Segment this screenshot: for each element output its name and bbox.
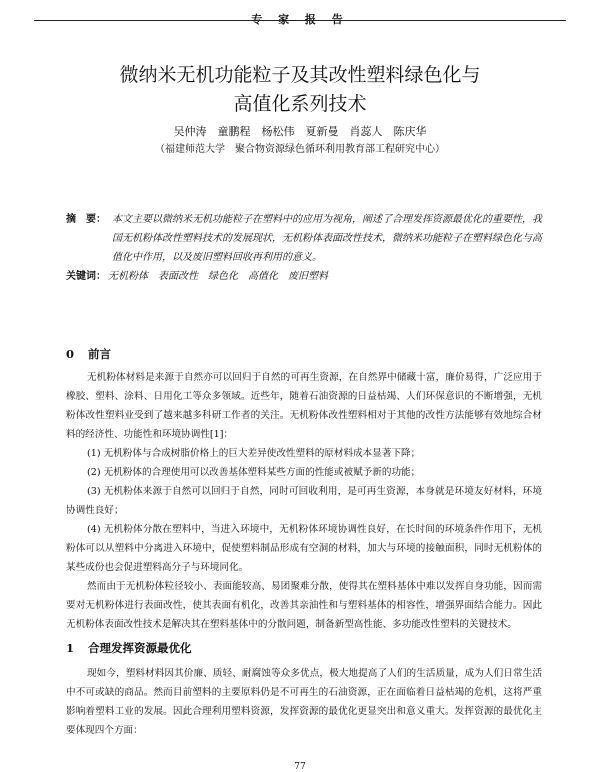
abstract-label: 摘 要： [66,214,106,225]
keywords-label: 关键词： [66,271,106,282]
paper-title-line-2: 高值化系列技术 [233,93,367,115]
abstract-text: 本文主要以微纳米无机功能粒子在塑料中的应用为视角，阐述了合理发挥资源最优化的重要性，我国无机粉体改性塑料技术的发展现状，无机粉体表面改性技术，微纳米功能粒子在塑料绿色化与高值化中作用，以及废旧塑料回收再利用的意义。 [112,214,542,263]
running-header [34,8,566,27]
abstract [66,210,542,267]
page-number: 77 [294,762,306,772]
paper-title-line-1: 微纳米无机功能粒子及其改性塑料绿色化与 [119,64,481,86]
section-title: 合理发挥资源最优化 [88,641,192,655]
section-title: 前言 [88,347,111,361]
section-heading-resource-optimization [66,640,192,656]
paragraph: 然而由于无机粉体粒径较小、表面能较高、易团聚难分散，使得其在塑料基体中难以发挥自身功能，因而需要对无机粉体进行表面改性，使其表面有机化，改善其亲油性和与塑料基体的相容性，增强界面结合能力。因此无机粉体表面改性技术是解决其在塑料基体中的分散问题，制备新型高性能、多功能改性塑料的关键技术。 [66,581,542,630]
affiliation: （福建师范大学 聚合物资源绿色循环利用教育部工程研究中心） [155,144,445,155]
introduction-body [66,368,542,634]
paragraph: (1) 无机粉体与合成树脂价格上的巨大差异使改性塑料的原材料成本显著下降； [87,448,421,459]
paragraph: 现如今，塑料材料因其价廉、质轻、耐腐蚀等众多优点，极大地提高了人们的生活质量，成为人们日常生活中不可或缺的商品。然而目前塑料的主要原料仍是不可再生的石油资源，正在面临着日益枯竭的危机，这将严重影响着塑料工业的发展。因此合理利用塑料资源，发挥资源的最优化更显突出和意义重大。发挥资源的最优化主要体现四个方面： [66,668,542,736]
author-list: 吴仲涛 童鹏程 杨松伟 夏新曼 肖蕊人 陈庆华 [173,125,427,138]
paragraph: (2) 无机粉体的合理使用可以改善基体塑料某些方面的性能或被赋予新的功能； [87,467,421,478]
paragraph: 无机粉体材料是来源于自然亦可以回归于自然的可再生资源，在自然界中储藏十富，廉价易得，广泛应用于橡胶、塑料、涂料、日用化工等众多领域。近些年，随着石油资源的日益枯竭、人们环保意识的不断增强，无机粉体改性塑料业受到了越来越多科研工作者的关注。无机粉体改性塑料相对于其他的改性方法能够有效地综合材料的经济性、功能性和环境协调性[1]： [66,372,542,440]
section-number: 1 [66,641,75,655]
section-number: 0 [66,347,75,361]
header-text: 专 家 报 告 [251,13,349,26]
header-rule [34,20,566,21]
keywords-text: 无机粉体 表面改性 绿色化 高值化 废旧塑料 [108,271,328,282]
section-1-body [66,664,542,740]
paragraph: (4) 无机粉体分散在塑料中，当进入环境中，无机粉体环境协调性良好，在长时间的环境条件作用下，无机粉体可以从塑料中分离进入环境中，促使塑料制品形成有空洞的材料，加大与环境的接触面积，同时无机粉体的某些成份也会促进塑料高分子与环境同化。 [66,524,542,573]
section-heading-introduction [66,346,111,362]
paragraph: (3) 无机粉体来源于自然可以回归于自然，同时可回收利用，是可再生资源，本身就是环境友好材料，环境协调性良好； [66,486,542,516]
keywords [66,267,542,286]
